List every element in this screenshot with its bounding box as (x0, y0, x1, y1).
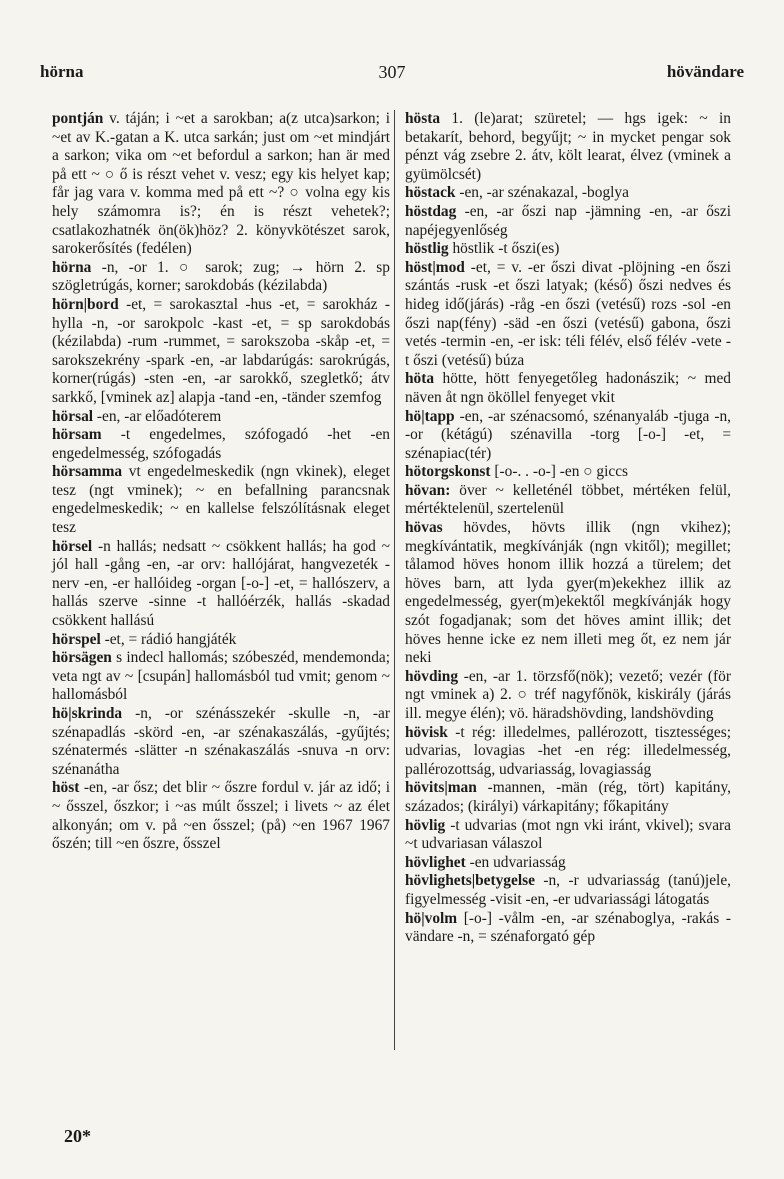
dictionary-entry: hörsam -t engedelmes, szófogadó -het -en engedelmesség, szófogadás (52, 426, 390, 462)
headword: hövits|man (405, 779, 477, 797)
dictionary-entry: hö|skrinda -n, -or szénásszekér -skulle -n, -ar szénapadlás -skörd -en, -ar szénakaszálás, -gyűjtés; szénatermés -slätter -n szénakaszálás -snuva -n orv: szénanátha (52, 705, 390, 778)
dictionary-entry: hörsägen s indecl hallomás; szóbeszéd, mendemonda; veta ngt av ~ [csupán] hallomásból tud vmit; genom ~ hallomásból (52, 649, 390, 704)
dictionary-entry: hövits|man -mannen, -män (rég, tört) kapitány, százados; (királyi) várkapitány; főkapitány (405, 779, 731, 815)
dictionary-entry: hötorgskonst [-o-. . -o-] -en ○ giccs (405, 463, 629, 481)
headword: hövlighets|betygelse (405, 872, 535, 890)
header-guide-word-right: hövändare (666, 62, 744, 81)
dictionary-entry: pontján v. táján; i ~et a sarokban; a(z utca)sarkon; i ~et av K.-gatan a K. utca sarkán; just om ~et mindjárt a sarkon; vika om ~et befordul a sarkon; han är med på ett ~ ○ ő is részt vehet v. vesz; egy kis helyet kap; får jag vara v. komma med på ett ~? ○ volna egy kis hely számomra is?; én is részt vehetek?; csatlakozhatnék ön(ök)höz? 2. könyvkötészet sarok, sarokerősítés (fedélen) (52, 110, 390, 258)
dictionary-entry: höst -en, -ar ősz; det blir ~ őszre fordul v. jár az idő; i ~ ősszel, őszkor; i ~as múlt ősszel; i livets ~ az élet alkonyán; om v. på ~en ősszel; (på) ~en 1967 1967 őszén; till ~en őszre, ősszel (52, 779, 390, 853)
dictionary-entry: höstdag -en, -ar őszi nap -jämning -en, -ar őszi napéjegyenlőség (405, 202, 731, 239)
headword: hörsägen (52, 649, 112, 667)
right-column (394, 110, 731, 1050)
page-number: 307 (378, 62, 406, 82)
headword: hörna (52, 258, 92, 276)
dictionary-entry: hövlighet -en udvariasság (405, 853, 566, 871)
page-header (40, 62, 744, 86)
dictionary-entry: hövlighets|betygelse -n, -r udvariasság (tanú)jele, figyelmesség -visit -en, -er udvariassági látogatás (405, 872, 731, 908)
dictionary-entry: hö|volm [-o-] -vålm -en, -ar szénaboglya, -rakás -vändare -n, = szénaforgató gép (405, 909, 731, 946)
dictionary-entry: hövas hövdes, hövts illik (ngn vkihez); megkívántatik, megkívánják (ngn vkitől); megillet; tålamod höves honom illik hozzá a türelem; det höves barn, att lyda gyer(m)ekekhez illik az engedelmesség, gyer(m)ekektől megkívánják hogy szót fogadjanak; som det höves amint illik; det höves henne icke ez nem illeti meg őt, ez nem jár neki (405, 519, 731, 667)
headword: hörn|bord (52, 295, 119, 313)
dictionary-entry: hösta 1. (le)arat; szüretel; — hgs igek: ~ in betakarít, behord, begyűjt; ~ in mycket pengar sok pénzt vág zsebre 2. átv, költ learat, élvez (vminek a gyümölcsét) (405, 110, 731, 183)
headword: hörspel (52, 630, 101, 648)
headword: hörsal (52, 407, 94, 425)
headword: hö|tapp (405, 407, 455, 425)
headword: höstack (405, 184, 456, 202)
headword: hövlig (405, 816, 446, 834)
dictionary-entry: hövding -en, -ar 1. törzsfő(nök); vezető; vezér (för ngt vminek a) 2. ○ tréf nagyfőnök, kiskirály (járás ill. megye élén); vö. häradshövding, landshövding (405, 667, 731, 722)
headword: höta (405, 370, 435, 388)
headword: hörsam (52, 426, 102, 444)
headword: höst|mod (405, 258, 465, 276)
headword: höst (52, 779, 80, 797)
dictionary-entry: hörspel -et, = rádió hangjáték (52, 630, 237, 648)
dictionary-entry: hörsamma vt engedelmeskedik (ngn vkinek), eleget tesz (ngt vminek); ~ en befallning parancsnak engedelmeskedik; ~ en kallelse felszólításnak eleget tesz (52, 463, 390, 537)
headword: hösta (405, 110, 441, 127)
headword: höstdag (405, 202, 457, 220)
headword: höstlig (405, 240, 449, 258)
dictionary-entry: höst|mod -et, = v. -er őszi divat -plöjning -en őszi szántás -rusk -et őszi latyak; (késő) őszi nedves és hideg idő(járás) -råg -en őszi (vetésű) rozs -sol -en őszi nap(fény) -säd -en őszi (vetésű) gabona, őszi vetés -termin -en, -er isk: téli félév, első félév -vete -t őszi (vetésű) búza (405, 258, 731, 369)
headword: pontján (52, 110, 104, 127)
headword: hö|skrinda (52, 705, 123, 722)
headword: hövas (405, 519, 443, 537)
dictionary-entry: hörna -n, -or 1. ○ sarok; zug; → hörn 2. sp szögletrúgás, korner; sarokdobás (kézilabda) (52, 258, 390, 295)
dictionary-entry: hörsal -en, -ar előadóterem (52, 407, 222, 425)
dictionary-entry: hövisk -t rég: illedelmes, pallérozott, tisztességes; udvarias, lovagias -het -en rég: illedelmesség, pallérozottság, udvariasság, lovagiasság (405, 723, 731, 778)
left-column (52, 110, 390, 854)
dictionary-entry: hörn|bord -et, = sarokasztal -hus -et, = sarokház -hylla -n, -or sarokpolc -kast -et, = sp sarokdobás (kézilabda) -rum -rummet, = sarokszoba -skåp -et, = sarokszekrény -spark -en, -ar labdarúgás: sarokrúgás, korner(rúgás) -sten -en, -ar sarokkő, szegletkő; átv sarkkő, [vminek az] alapja -tand -en, -tänder szemfog (52, 295, 390, 406)
headword: hövlighet (405, 853, 466, 871)
signature-mark: 20* (64, 1126, 91, 1146)
headword: hö|volm (405, 909, 458, 927)
dictionary-entry: hö|tapp -en, -ar szénacsomó, szénanyaláb -tjuga -n, -or (kétágú) szénavilla -torg [-o-] -et, = szénapiac(tér) (405, 407, 731, 462)
headword: hövisk (405, 723, 448, 741)
dictionary-entry: höta hötte, hött fenyegetőleg hadonászik; ~ med näven åt ngn ököllel fenyeget vkit (405, 370, 731, 406)
dictionary-entry: hörsel -n hallás; nedsatt ~ csökkent hallás; ha god ~ jól hall -gång -en, -ar orv: hallójárat, hangvezeték -nerv -en, -er hallóideg -organ [-o-] -et, = hallószerv, a hallás szerve -sinne -t hallóérzék, hallás -skadad csökkent hallású (52, 537, 390, 630)
dictionary-entry: höstack -en, -ar szénakazal, -boglya (405, 184, 629, 202)
headword: hörsamma (52, 463, 123, 481)
headword: hörsel (52, 537, 93, 555)
dictionary-entry: hövan: över ~ kelleténél többet, mértéken felül, mértéktelenül, szertelenül (405, 481, 731, 518)
dictionary-entry: höstlig höstlik -t őszi(es) (405, 240, 560, 258)
headword: hövding (405, 667, 459, 685)
headword: hövan: (405, 481, 451, 499)
dictionary-entry: hövlig -t udvarias (mot ngn vki iránt, vkivel); svara ~t udvariasan válaszol (405, 816, 731, 853)
header-guide-word-left: hörna (40, 62, 84, 81)
headword: hötorgskonst (405, 463, 491, 481)
